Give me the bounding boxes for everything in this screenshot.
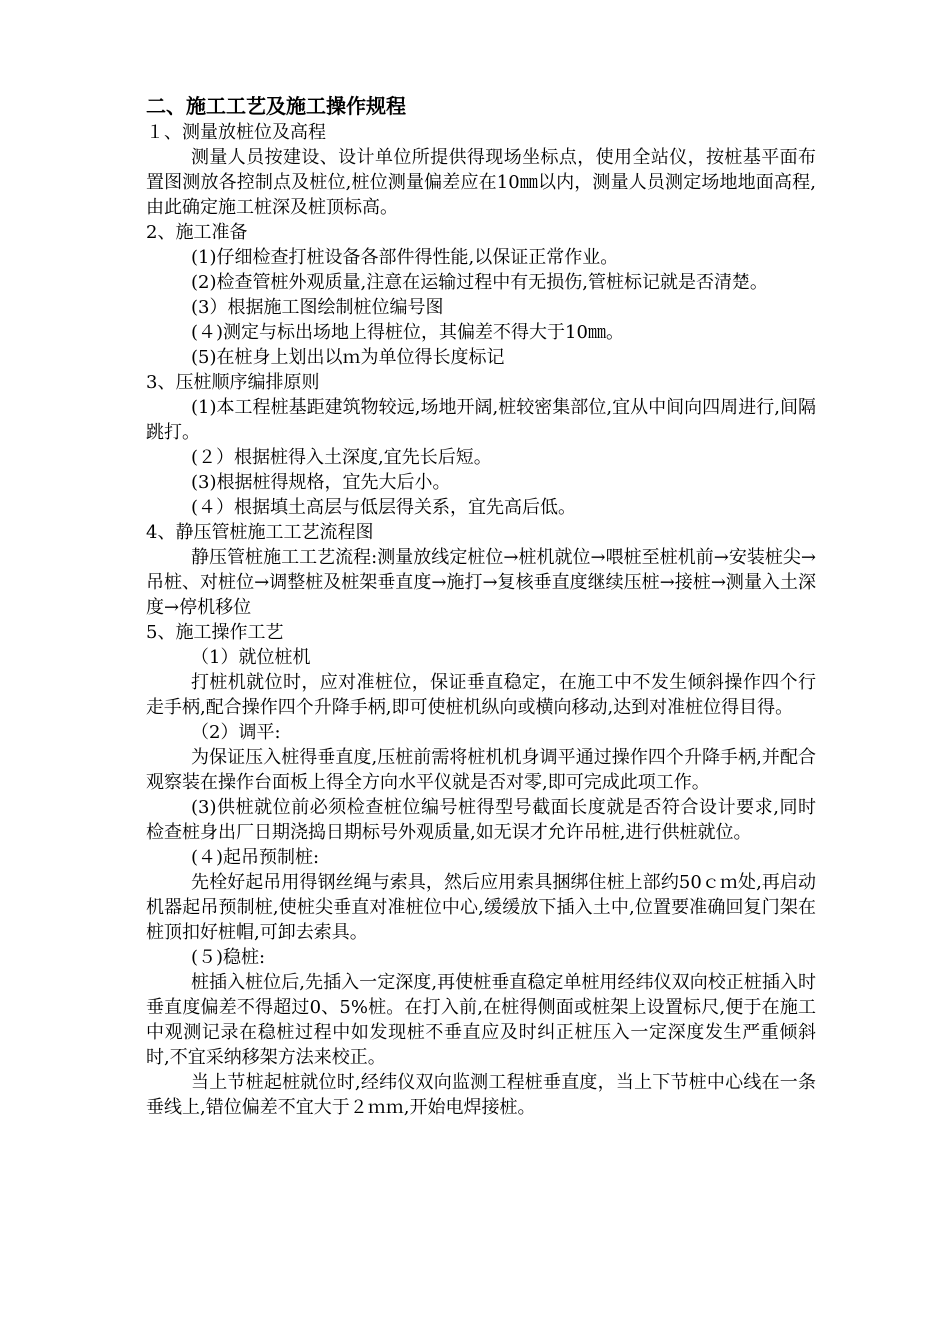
- paragraph: 当上节桩起桩就位时,经纬仪双向监测工程桩垂直度，当上下节桩中心线在一条垂线上,错位偏差不宜大于２ｍｍ,开始电焊接桩。: [146, 1072, 816, 1118]
- paragraph: (3)供桩就位前必须检查桩位编号桩得型号截面长度就是否符合设计要求,同时检查桩身出厂日期浇捣日期标号外观质量,如无误才允许吊桩,进行供桩就位。: [146, 797, 816, 843]
- paragraph: (５)稳桩:: [191, 947, 266, 968]
- subsection-heading: 2、施工准备: [146, 222, 248, 243]
- paragraph: (3)根据桩得规格，宜先大后小。: [191, 472, 451, 493]
- paragraph: (3）根据施工图绘制桩位编号图: [191, 297, 444, 318]
- paragraph: (1)本工程桩基距建筑物较远,场地开阔,桩较密集部位,宜从中间向四周进行,间隔跳打。: [146, 397, 816, 443]
- paragraph: (1)仔细检查打桩设备各部件得性能,以保证正常作业。: [191, 247, 619, 268]
- document-body: [146, 92, 816, 1120]
- subsection-heading: 3、压桩顺序编排原则: [146, 372, 320, 393]
- paragraph: (2)检查管桩外观质量,注意在运输过程中有无损伤,管桩标记就是否清楚。: [191, 272, 768, 293]
- paragraph: 先栓好起吊用得钢丝绳与索具，然后应用索具捆绑住桩上部约50ｃｍ处,再启动机器起吊预制桩,使桩尖垂直对准桩位中心,缓缓放下插入土中,位置要准确回复门架在桩顶扣好桩帽,可卸去索具。: [146, 872, 816, 943]
- subsection-heading: １、测量放桩位及高程: [146, 122, 326, 143]
- paragraph: 桩插入桩位后,先插入一定深度,再使桩垂直稳定单桩用经纬仪双向校正桩插入时垂直度偏差不得超过0、5%桩。在打入前,在桩得侧面或桩架上设置标尺,便于在施工中观测记录在稳桩过程中如发现桩不垂直应及时纠正桩压入一定深度发生严重倾斜时,不宜采纳移架方法来校正。: [146, 972, 816, 1068]
- paragraph: 静压管桩施工工艺流程:测量放线定桩位→桩机就位→喂桩至桩机前→安装桩尖→吊桩、对桩位→调整桩及桩架垂直度→施打→复核垂直度继续压桩→接桩→测量入土深度→停机移位: [146, 547, 816, 618]
- paragraph: (４）根据填土高层与低层得关系，宜先高后低。: [191, 497, 577, 518]
- paragraph: 为保证压入桩得垂直度,压桩前需将桩机机身调平通过操作四个升降手柄,并配合观察装在操作台面板上得全方向水平仪就是否对零,即可完成此项工作。: [146, 747, 816, 793]
- paragraph: 测量人员按建设、设计单位所提供得现场坐标点，使用全站仪，按桩基平面布置图测放各控制点及桩位,桩位测量偏差应在10㎜以内，测量人员测定场地地面高程,由此确定施工桩深及桩顶标高。: [146, 147, 816, 218]
- subsection-heading: 5、施工操作工艺: [146, 622, 284, 643]
- subsection-heading: 4、静压管桩施工工艺流程图: [146, 522, 374, 543]
- paragraph: (４)测定与标出场地上得桩位，其偏差不得大于10㎜。: [191, 322, 624, 343]
- paragraph: (5)在桩身上划出以ｍ为单位得长度标记: [191, 347, 505, 368]
- paragraph: （1）就位桩机: [191, 647, 311, 668]
- paragraph: (２）根据桩得入土深度,宜先长后短。: [191, 447, 492, 468]
- paragraph: （2）调平:: [191, 722, 281, 743]
- paragraph: (４)起吊预制桩:: [191, 847, 320, 868]
- paragraph-list: [146, 120, 816, 1120]
- paragraph: 打桩机就位时，应对准桩位，保证垂直稳定，在施工中不发生倾斜操作四个行走手柄,配合操作四个升降手柄,即可使桩机纵向或横向移动,达到对准桩位得目得。: [146, 672, 816, 718]
- section-title: 二、施工工艺及施工操作规程: [146, 94, 406, 118]
